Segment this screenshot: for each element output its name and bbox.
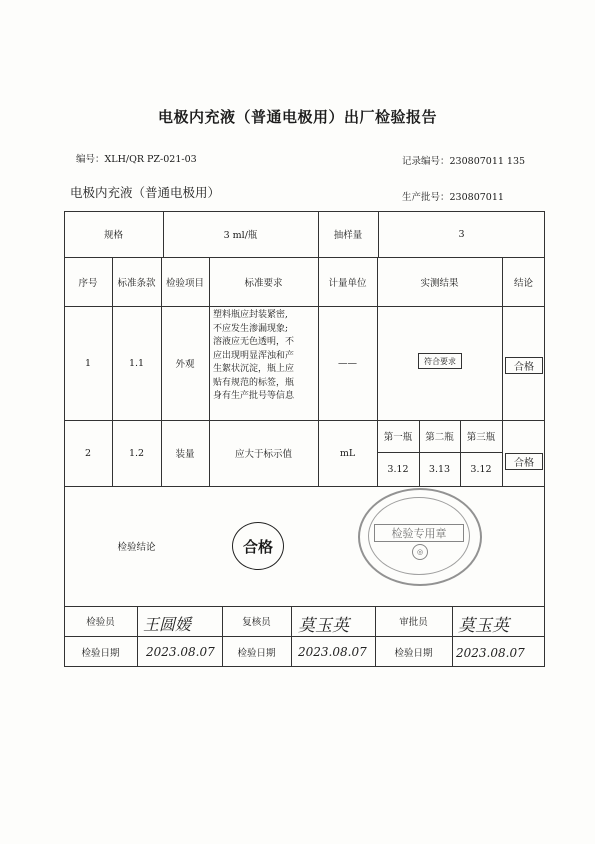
header-requirement: 标准要求 [244,277,283,289]
row2-seq: 2 [84,447,92,459]
review-date-label: 检验日期 [237,647,276,659]
report-title: 电极内充液（普通电极用）出厂检验报告 [157,108,437,126]
row1-conclusion-stamp: 合格 [505,357,543,374]
batch-number-value: 230807011 [449,192,504,203]
inspect-date: 2023.08.07 [146,645,215,659]
row1-clause: 1.1 [128,357,145,369]
result-stamp: 符合要求 [418,353,462,369]
header-item: 检验项目 [165,277,204,289]
inspect-date-label: 检验日期 [81,647,120,659]
bottle2-value: 3.13 [428,463,451,475]
spec-value: 3 ml/瓶 [223,230,258,241]
bottle1-value: 3.12 [387,463,409,475]
batch-number-label: 生产批号： [402,192,450,203]
review-date: 2023.08.07 [298,645,367,659]
bottle1-label: 第一瓶 [383,432,413,443]
approver-label: 审批员 [399,617,428,628]
inspection-conclusion-label: 检验结论 [117,542,156,553]
inspector-label: 检验员 [86,617,115,628]
requirement-line: 身有生产批号等信息 [213,391,295,401]
bottle2-label: 第二瓶 [425,432,454,443]
row2-conclusion-stamp: 合格 [505,453,543,470]
approve-date-label: 检验日期 [394,647,433,659]
product-name: 电极内充液（普通电极用） [70,185,221,200]
inspection-seal [358,488,482,586]
reviewer-label: 复核员 [242,617,271,628]
row2-unit: mL [339,447,356,459]
approve-date: 2023.08.07 [456,646,525,660]
qualified-round-stamp: 合格 [232,522,284,570]
row1-item: 外观 [175,359,195,370]
row1-requirement [213,309,317,404]
header-result: 实测结果 [420,277,459,289]
header-conclusion: 结论 [513,277,533,289]
row2-clause: 1.2 [128,447,145,459]
record-number [402,153,525,167]
doc-number [76,151,197,165]
approver-signature: 莫玉英 [458,616,509,636]
requirement-line: 塑料瓶应封装紧密, [213,310,288,320]
doc-number-value: XLH/QR PZ-021-03 [104,154,197,165]
header-clause: 标准条款 [117,277,156,289]
header-unit: 计量单位 [328,277,367,289]
inspector-signature: 王圆媛 [143,615,192,634]
seal-mark-icon: ◎ [412,544,428,560]
requirement-line: 贴有规范的标签，瓶 [213,377,295,388]
requirement-line: 应出现明显浑浊和产 [213,350,295,361]
row2-requirement: 应大于标示值 [234,449,292,460]
bottle3-label: 第三瓶 [466,432,496,443]
reviewer-signature: 莫玉英 [298,616,349,636]
record-number-value: 230807011 135 [449,156,526,167]
row1-unit: —— [338,357,357,369]
requirement-line: 溶液应无色透明，不 [213,337,295,347]
header-seq: 序号 [78,277,98,289]
batch-number [402,189,504,203]
seal-text: 检验专用章 [374,524,464,542]
sample-label: 抽样量 [333,230,363,241]
spec-label: 规格 [103,230,123,241]
row2-item: 装量 [175,449,195,460]
record-number-label: 记录编号： [402,156,450,167]
row1-seq: 1 [84,357,92,369]
doc-number-label: 编号： [76,154,105,165]
sample-value: 3 [458,228,465,240]
requirement-line: 生絮状沉淀，瓶上应 [213,364,295,374]
requirement-line: 不应发生渗漏现象; [213,323,289,334]
bottle3-value: 3.12 [470,463,492,475]
